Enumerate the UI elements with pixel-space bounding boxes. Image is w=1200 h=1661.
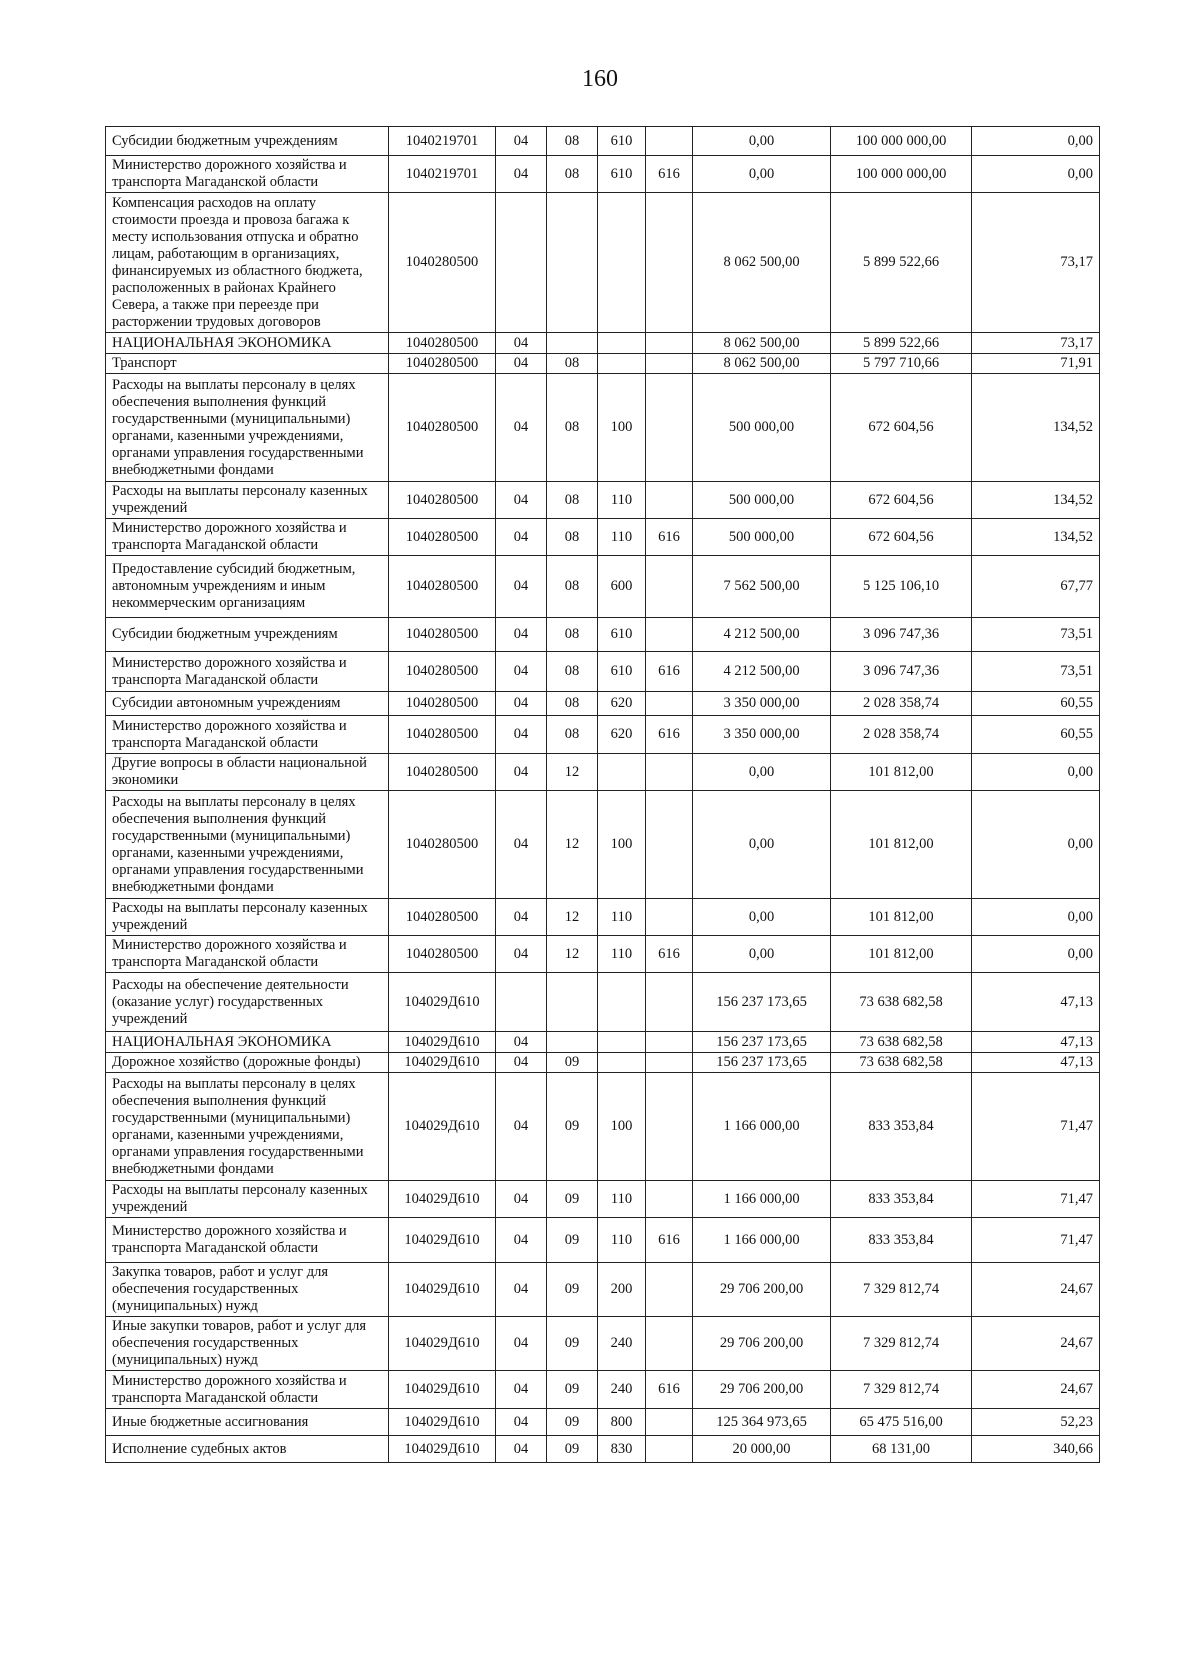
table-row bbox=[106, 519, 1100, 556]
row-plan-amount: 500 000,00 bbox=[693, 374, 831, 482]
table-row bbox=[106, 1181, 1100, 1218]
row-department bbox=[646, 618, 693, 652]
row-department: 616 bbox=[646, 519, 693, 556]
row-expense-type bbox=[598, 754, 646, 791]
row-expense-type bbox=[598, 333, 646, 354]
row-subsection: 08 bbox=[547, 519, 598, 556]
row-section: 04 bbox=[496, 1317, 547, 1371]
row-section: 04 bbox=[496, 1073, 547, 1181]
row-percent: 134,52 bbox=[972, 519, 1100, 556]
row-name: Министерство дорожного хозяйства и транспорта Магаданской области bbox=[106, 652, 389, 692]
row-code: 104029Д610 bbox=[389, 1263, 496, 1317]
row-department bbox=[646, 1409, 693, 1436]
page-number: 160 bbox=[582, 66, 618, 92]
row-percent: 71,47 bbox=[972, 1181, 1100, 1218]
row-expense-type: 240 bbox=[598, 1371, 646, 1409]
row-section: 04 bbox=[496, 692, 547, 716]
row-section: 04 bbox=[496, 1032, 547, 1053]
row-expense-type bbox=[598, 973, 646, 1032]
row-plan-amount: 156 237 173,65 bbox=[693, 1053, 831, 1073]
row-fact-amount: 100 000 000,00 bbox=[831, 127, 972, 156]
row-subsection: 08 bbox=[547, 354, 598, 374]
row-fact-amount: 65 475 516,00 bbox=[831, 1409, 972, 1436]
row-code: 1040280500 bbox=[389, 692, 496, 716]
row-section: 04 bbox=[496, 1371, 547, 1409]
row-name: Министерство дорожного хозяйства и транспорта Магаданской области bbox=[106, 1218, 389, 1263]
row-name: Министерство дорожного хозяйства и транспорта Магаданской области bbox=[106, 519, 389, 556]
row-fact-amount: 101 812,00 bbox=[831, 899, 972, 936]
row-plan-amount: 29 706 200,00 bbox=[693, 1317, 831, 1371]
row-plan-amount: 1 166 000,00 bbox=[693, 1218, 831, 1263]
row-fact-amount: 672 604,56 bbox=[831, 519, 972, 556]
row-department bbox=[646, 193, 693, 333]
row-percent: 67,77 bbox=[972, 556, 1100, 618]
row-expense-type: 110 bbox=[598, 1181, 646, 1218]
table-row bbox=[106, 193, 1100, 333]
table-row bbox=[106, 333, 1100, 354]
row-department: 616 bbox=[646, 156, 693, 193]
row-code: 104029Д610 bbox=[389, 973, 496, 1032]
table-row bbox=[106, 791, 1100, 899]
row-code: 1040280500 bbox=[389, 754, 496, 791]
row-code: 104029Д610 bbox=[389, 1371, 496, 1409]
budget-table bbox=[105, 126, 1100, 1463]
row-plan-amount: 156 237 173,65 bbox=[693, 1032, 831, 1053]
row-subsection: 08 bbox=[547, 692, 598, 716]
row-percent: 0,00 bbox=[972, 127, 1100, 156]
row-section: 04 bbox=[496, 899, 547, 936]
row-expense-type: 620 bbox=[598, 716, 646, 754]
row-plan-amount: 500 000,00 bbox=[693, 519, 831, 556]
row-plan-amount: 20 000,00 bbox=[693, 1436, 831, 1463]
row-code: 1040280500 bbox=[389, 556, 496, 618]
row-percent: 73,17 bbox=[972, 193, 1100, 333]
table-row bbox=[106, 1032, 1100, 1053]
row-expense-type: 830 bbox=[598, 1436, 646, 1463]
row-subsection: 08 bbox=[547, 618, 598, 652]
row-department: 616 bbox=[646, 1218, 693, 1263]
table-row bbox=[106, 652, 1100, 692]
table-row bbox=[106, 354, 1100, 374]
row-fact-amount: 73 638 682,58 bbox=[831, 973, 972, 1032]
row-section: 04 bbox=[496, 1436, 547, 1463]
row-section: 04 bbox=[496, 333, 547, 354]
row-section: 04 bbox=[496, 652, 547, 692]
row-code: 104029Д610 bbox=[389, 1218, 496, 1263]
row-fact-amount: 7 329 812,74 bbox=[831, 1317, 972, 1371]
row-department bbox=[646, 482, 693, 519]
table-row bbox=[106, 127, 1100, 156]
row-section: 04 bbox=[496, 1181, 547, 1218]
row-name: Субсидии бюджетным учреждениям bbox=[106, 618, 389, 652]
row-fact-amount: 5 899 522,66 bbox=[831, 193, 972, 333]
row-code: 104029Д610 bbox=[389, 1436, 496, 1463]
row-expense-type bbox=[598, 354, 646, 374]
row-percent: 47,13 bbox=[972, 973, 1100, 1032]
row-percent: 0,00 bbox=[972, 754, 1100, 791]
row-code: 1040280500 bbox=[389, 791, 496, 899]
row-expense-type bbox=[598, 1053, 646, 1073]
row-subsection bbox=[547, 1032, 598, 1053]
row-section: 04 bbox=[496, 936, 547, 973]
row-subsection: 09 bbox=[547, 1409, 598, 1436]
row-department bbox=[646, 354, 693, 374]
table-row bbox=[106, 1436, 1100, 1463]
row-expense-type: 610 bbox=[598, 652, 646, 692]
row-subsection: 09 bbox=[547, 1263, 598, 1317]
row-percent: 24,67 bbox=[972, 1317, 1100, 1371]
row-expense-type: 110 bbox=[598, 519, 646, 556]
row-percent: 0,00 bbox=[972, 156, 1100, 193]
row-code: 1040280500 bbox=[389, 374, 496, 482]
row-section bbox=[496, 973, 547, 1032]
row-subsection bbox=[547, 333, 598, 354]
row-plan-amount: 8 062 500,00 bbox=[693, 333, 831, 354]
table-row bbox=[106, 1317, 1100, 1371]
row-subsection: 08 bbox=[547, 716, 598, 754]
row-plan-amount: 4 212 500,00 bbox=[693, 618, 831, 652]
row-department bbox=[646, 127, 693, 156]
row-department bbox=[646, 1317, 693, 1371]
row-code: 1040219701 bbox=[389, 156, 496, 193]
table-row bbox=[106, 1053, 1100, 1073]
row-name: Расходы на выплаты персоналу казенных учреждений bbox=[106, 482, 389, 519]
row-name: Другие вопросы в области национальной экономики bbox=[106, 754, 389, 791]
row-percent: 71,47 bbox=[972, 1218, 1100, 1263]
row-name: Министерство дорожного хозяйства и транспорта Магаданской области bbox=[106, 936, 389, 973]
row-fact-amount: 3 096 747,36 bbox=[831, 652, 972, 692]
table-row bbox=[106, 716, 1100, 754]
row-subsection: 09 bbox=[547, 1317, 598, 1371]
row-subsection: 09 bbox=[547, 1181, 598, 1218]
row-percent: 24,67 bbox=[972, 1263, 1100, 1317]
row-subsection: 09 bbox=[547, 1218, 598, 1263]
row-section: 04 bbox=[496, 1218, 547, 1263]
row-department bbox=[646, 973, 693, 1032]
row-department bbox=[646, 692, 693, 716]
row-plan-amount: 7 562 500,00 bbox=[693, 556, 831, 618]
row-subsection: 12 bbox=[547, 936, 598, 973]
row-name: Расходы на обеспечение деятельности (оказание услуг) государственных учреждений bbox=[106, 973, 389, 1032]
table-row bbox=[106, 556, 1100, 618]
row-name: Предоставление субсидий бюджетным, автономным учреждениям и иным некоммерческим организациям bbox=[106, 556, 389, 618]
row-name: Закупка товаров, работ и услуг для обеспечения государственных (муниципальных) нужд bbox=[106, 1263, 389, 1317]
row-code: 104029Д610 bbox=[389, 1073, 496, 1181]
row-expense-type: 200 bbox=[598, 1263, 646, 1317]
row-expense-type: 100 bbox=[598, 1073, 646, 1181]
row-name: Транспорт bbox=[106, 354, 389, 374]
row-percent: 134,52 bbox=[972, 482, 1100, 519]
row-subsection: 08 bbox=[547, 652, 598, 692]
row-section: 04 bbox=[496, 716, 547, 754]
row-subsection: 12 bbox=[547, 899, 598, 936]
row-name: Расходы на выплаты персоналу казенных учреждений bbox=[106, 1181, 389, 1218]
row-plan-amount: 4 212 500,00 bbox=[693, 652, 831, 692]
row-plan-amount: 8 062 500,00 bbox=[693, 354, 831, 374]
row-plan-amount: 8 062 500,00 bbox=[693, 193, 831, 333]
row-plan-amount: 0,00 bbox=[693, 791, 831, 899]
row-percent: 0,00 bbox=[972, 791, 1100, 899]
row-section: 04 bbox=[496, 618, 547, 652]
row-fact-amount: 101 812,00 bbox=[831, 754, 972, 791]
row-section: 04 bbox=[496, 374, 547, 482]
row-department bbox=[646, 754, 693, 791]
table-row bbox=[106, 973, 1100, 1032]
row-name: Министерство дорожного хозяйства и транспорта Магаданской области bbox=[106, 156, 389, 193]
row-name: Иные бюджетные ассигнования bbox=[106, 1409, 389, 1436]
row-fact-amount: 3 096 747,36 bbox=[831, 618, 972, 652]
row-section: 04 bbox=[496, 791, 547, 899]
table-row bbox=[106, 482, 1100, 519]
row-section: 04 bbox=[496, 354, 547, 374]
row-percent: 52,23 bbox=[972, 1409, 1100, 1436]
row-plan-amount: 1 166 000,00 bbox=[693, 1181, 831, 1218]
row-plan-amount: 0,00 bbox=[693, 899, 831, 936]
row-code: 104029Д610 bbox=[389, 1181, 496, 1218]
row-department bbox=[646, 1181, 693, 1218]
row-plan-amount: 29 706 200,00 bbox=[693, 1263, 831, 1317]
row-name: Министерство дорожного хозяйства и транспорта Магаданской области bbox=[106, 716, 389, 754]
row-expense-type: 610 bbox=[598, 127, 646, 156]
row-expense-type: 610 bbox=[598, 156, 646, 193]
table-row bbox=[106, 1371, 1100, 1409]
row-subsection: 08 bbox=[547, 156, 598, 193]
row-subsection: 08 bbox=[547, 374, 598, 482]
row-fact-amount: 7 329 812,74 bbox=[831, 1371, 972, 1409]
row-subsection: 08 bbox=[547, 482, 598, 519]
row-fact-amount: 101 812,00 bbox=[831, 791, 972, 899]
row-name: Расходы на выплаты персоналу в целях обеспечения выполнения функций государственными (муниципальными) органами, казенными учреждениями, органами управления государственными внебюджетными фондами bbox=[106, 374, 389, 482]
row-plan-amount: 0,00 bbox=[693, 936, 831, 973]
row-fact-amount: 672 604,56 bbox=[831, 482, 972, 519]
row-section: 04 bbox=[496, 127, 547, 156]
row-plan-amount: 0,00 bbox=[693, 127, 831, 156]
row-percent: 60,55 bbox=[972, 692, 1100, 716]
row-subsection: 09 bbox=[547, 1073, 598, 1181]
row-fact-amount: 73 638 682,58 bbox=[831, 1032, 972, 1053]
row-plan-amount: 125 364 973,65 bbox=[693, 1409, 831, 1436]
row-fact-amount: 2 028 358,74 bbox=[831, 716, 972, 754]
row-name: Субсидии бюджетным учреждениям bbox=[106, 127, 389, 156]
row-fact-amount: 672 604,56 bbox=[831, 374, 972, 482]
row-department bbox=[646, 1053, 693, 1073]
row-subsection: 08 bbox=[547, 556, 598, 618]
row-expense-type bbox=[598, 1032, 646, 1053]
row-code: 1040280500 bbox=[389, 333, 496, 354]
row-section: 04 bbox=[496, 1263, 547, 1317]
row-subsection: 09 bbox=[547, 1053, 598, 1073]
row-name: Расходы на выплаты персоналу в целях обеспечения выполнения функций государственными (муниципальными) органами, казенными учреждениями, органами управления государственными внебюджетными фондами bbox=[106, 1073, 389, 1181]
row-section: 04 bbox=[496, 1409, 547, 1436]
row-plan-amount: 1 166 000,00 bbox=[693, 1073, 831, 1181]
row-plan-amount: 3 350 000,00 bbox=[693, 692, 831, 716]
row-department bbox=[646, 556, 693, 618]
row-department: 616 bbox=[646, 1371, 693, 1409]
row-expense-type: 100 bbox=[598, 374, 646, 482]
row-percent: 24,67 bbox=[972, 1371, 1100, 1409]
row-code: 1040280500 bbox=[389, 652, 496, 692]
row-department bbox=[646, 791, 693, 899]
row-subsection bbox=[547, 193, 598, 333]
table-row bbox=[106, 156, 1100, 193]
row-department: 616 bbox=[646, 652, 693, 692]
row-name: Расходы на выплаты персоналу в целях обеспечения выполнения функций государственными (муниципальными) органами, казенными учреждениями, органами управления государственными внебюджетными фондами bbox=[106, 791, 389, 899]
row-department bbox=[646, 374, 693, 482]
table-row bbox=[106, 374, 1100, 482]
row-department: 616 bbox=[646, 936, 693, 973]
row-department bbox=[646, 1073, 693, 1181]
table-body bbox=[106, 127, 1100, 1463]
table-row bbox=[106, 618, 1100, 652]
row-plan-amount: 156 237 173,65 bbox=[693, 973, 831, 1032]
row-plan-amount: 0,00 bbox=[693, 156, 831, 193]
row-name: Компенсация расходов на оплату стоимости проезда и провоза багажа к месту использования отпуска и обратно лицам, работающим в организациях, финансируемых из областного бюджета, расположенных в районах Крайнего Севера, а также при переезде при расторжении трудовых договоров bbox=[106, 193, 389, 333]
row-percent: 73,51 bbox=[972, 652, 1100, 692]
table-row bbox=[106, 1409, 1100, 1436]
row-section: 04 bbox=[496, 482, 547, 519]
row-fact-amount: 73 638 682,58 bbox=[831, 1053, 972, 1073]
row-section: 04 bbox=[496, 519, 547, 556]
row-name: Расходы на выплаты персоналу казенных учреждений bbox=[106, 899, 389, 936]
row-expense-type: 110 bbox=[598, 899, 646, 936]
row-fact-amount: 833 353,84 bbox=[831, 1181, 972, 1218]
row-fact-amount: 5 125 106,10 bbox=[831, 556, 972, 618]
row-percent: 73,17 bbox=[972, 333, 1100, 354]
row-expense-type: 600 bbox=[598, 556, 646, 618]
row-section: 04 bbox=[496, 156, 547, 193]
row-fact-amount: 2 028 358,74 bbox=[831, 692, 972, 716]
row-fact-amount: 5 899 522,66 bbox=[831, 333, 972, 354]
row-name: Министерство дорожного хозяйства и транспорта Магаданской области bbox=[106, 1371, 389, 1409]
row-department bbox=[646, 1032, 693, 1053]
row-fact-amount: 100 000 000,00 bbox=[831, 156, 972, 193]
row-expense-type: 800 bbox=[598, 1409, 646, 1436]
row-plan-amount: 29 706 200,00 bbox=[693, 1371, 831, 1409]
row-fact-amount: 68 131,00 bbox=[831, 1436, 972, 1463]
row-percent: 71,91 bbox=[972, 354, 1100, 374]
table-row bbox=[106, 1263, 1100, 1317]
row-expense-type: 240 bbox=[598, 1317, 646, 1371]
row-fact-amount: 7 329 812,74 bbox=[831, 1263, 972, 1317]
row-fact-amount: 5 797 710,66 bbox=[831, 354, 972, 374]
row-code: 1040280500 bbox=[389, 936, 496, 973]
row-name: Иные закупки товаров, работ и услуг для обеспечения государственных (муниципальных) нужд bbox=[106, 1317, 389, 1371]
row-expense-type: 110 bbox=[598, 482, 646, 519]
row-expense-type: 110 bbox=[598, 936, 646, 973]
row-percent: 340,66 bbox=[972, 1436, 1100, 1463]
table-row bbox=[106, 899, 1100, 936]
row-percent: 0,00 bbox=[972, 899, 1100, 936]
row-name: НАЦИОНАЛЬНАЯ ЭКОНОМИКА bbox=[106, 1032, 389, 1053]
row-plan-amount: 500 000,00 bbox=[693, 482, 831, 519]
row-percent: 47,13 bbox=[972, 1032, 1100, 1053]
row-plan-amount: 0,00 bbox=[693, 754, 831, 791]
row-section: 04 bbox=[496, 754, 547, 791]
row-department bbox=[646, 1263, 693, 1317]
row-code: 1040280500 bbox=[389, 716, 496, 754]
row-code: 1040280500 bbox=[389, 482, 496, 519]
row-name: НАЦИОНАЛЬНАЯ ЭКОНОМИКА bbox=[106, 333, 389, 354]
table-row bbox=[106, 1073, 1100, 1181]
row-department bbox=[646, 899, 693, 936]
table-row bbox=[106, 1218, 1100, 1263]
row-code: 1040219701 bbox=[389, 127, 496, 156]
row-subsection bbox=[547, 973, 598, 1032]
row-name: Исполнение судебных актов bbox=[106, 1436, 389, 1463]
row-expense-type: 610 bbox=[598, 618, 646, 652]
row-expense-type: 110 bbox=[598, 1218, 646, 1263]
row-fact-amount: 833 353,84 bbox=[831, 1073, 972, 1181]
row-department bbox=[646, 333, 693, 354]
row-percent: 60,55 bbox=[972, 716, 1100, 754]
row-fact-amount: 833 353,84 bbox=[831, 1218, 972, 1263]
row-section: 04 bbox=[496, 1053, 547, 1073]
row-code: 1040280500 bbox=[389, 193, 496, 333]
row-percent: 71,47 bbox=[972, 1073, 1100, 1181]
row-subsection: 08 bbox=[547, 127, 598, 156]
row-percent: 73,51 bbox=[972, 618, 1100, 652]
row-subsection: 12 bbox=[547, 754, 598, 791]
row-percent: 47,13 bbox=[972, 1053, 1100, 1073]
row-code: 104029Д610 bbox=[389, 1032, 496, 1053]
row-code: 1040280500 bbox=[389, 519, 496, 556]
row-code: 104029Д610 bbox=[389, 1053, 496, 1073]
row-expense-type bbox=[598, 193, 646, 333]
row-code: 104029Д610 bbox=[389, 1409, 496, 1436]
row-code: 1040280500 bbox=[389, 899, 496, 936]
row-name: Субсидии автономным учреждениям bbox=[106, 692, 389, 716]
row-name: Дорожное хозяйство (дорожные фонды) bbox=[106, 1053, 389, 1073]
table-row bbox=[106, 936, 1100, 973]
row-fact-amount: 101 812,00 bbox=[831, 936, 972, 973]
row-percent: 134,52 bbox=[972, 374, 1100, 482]
row-subsection: 12 bbox=[547, 791, 598, 899]
row-percent: 0,00 bbox=[972, 936, 1100, 973]
row-department: 616 bbox=[646, 716, 693, 754]
row-subsection: 09 bbox=[547, 1371, 598, 1409]
row-department bbox=[646, 1436, 693, 1463]
row-expense-type: 100 bbox=[598, 791, 646, 899]
row-code: 1040280500 bbox=[389, 618, 496, 652]
row-expense-type: 620 bbox=[598, 692, 646, 716]
row-section bbox=[496, 193, 547, 333]
row-section: 04 bbox=[496, 556, 547, 618]
row-subsection: 09 bbox=[547, 1436, 598, 1463]
row-code: 104029Д610 bbox=[389, 1317, 496, 1371]
row-code: 1040280500 bbox=[389, 354, 496, 374]
table-row bbox=[106, 692, 1100, 716]
row-plan-amount: 3 350 000,00 bbox=[693, 716, 831, 754]
table-row bbox=[106, 754, 1100, 791]
